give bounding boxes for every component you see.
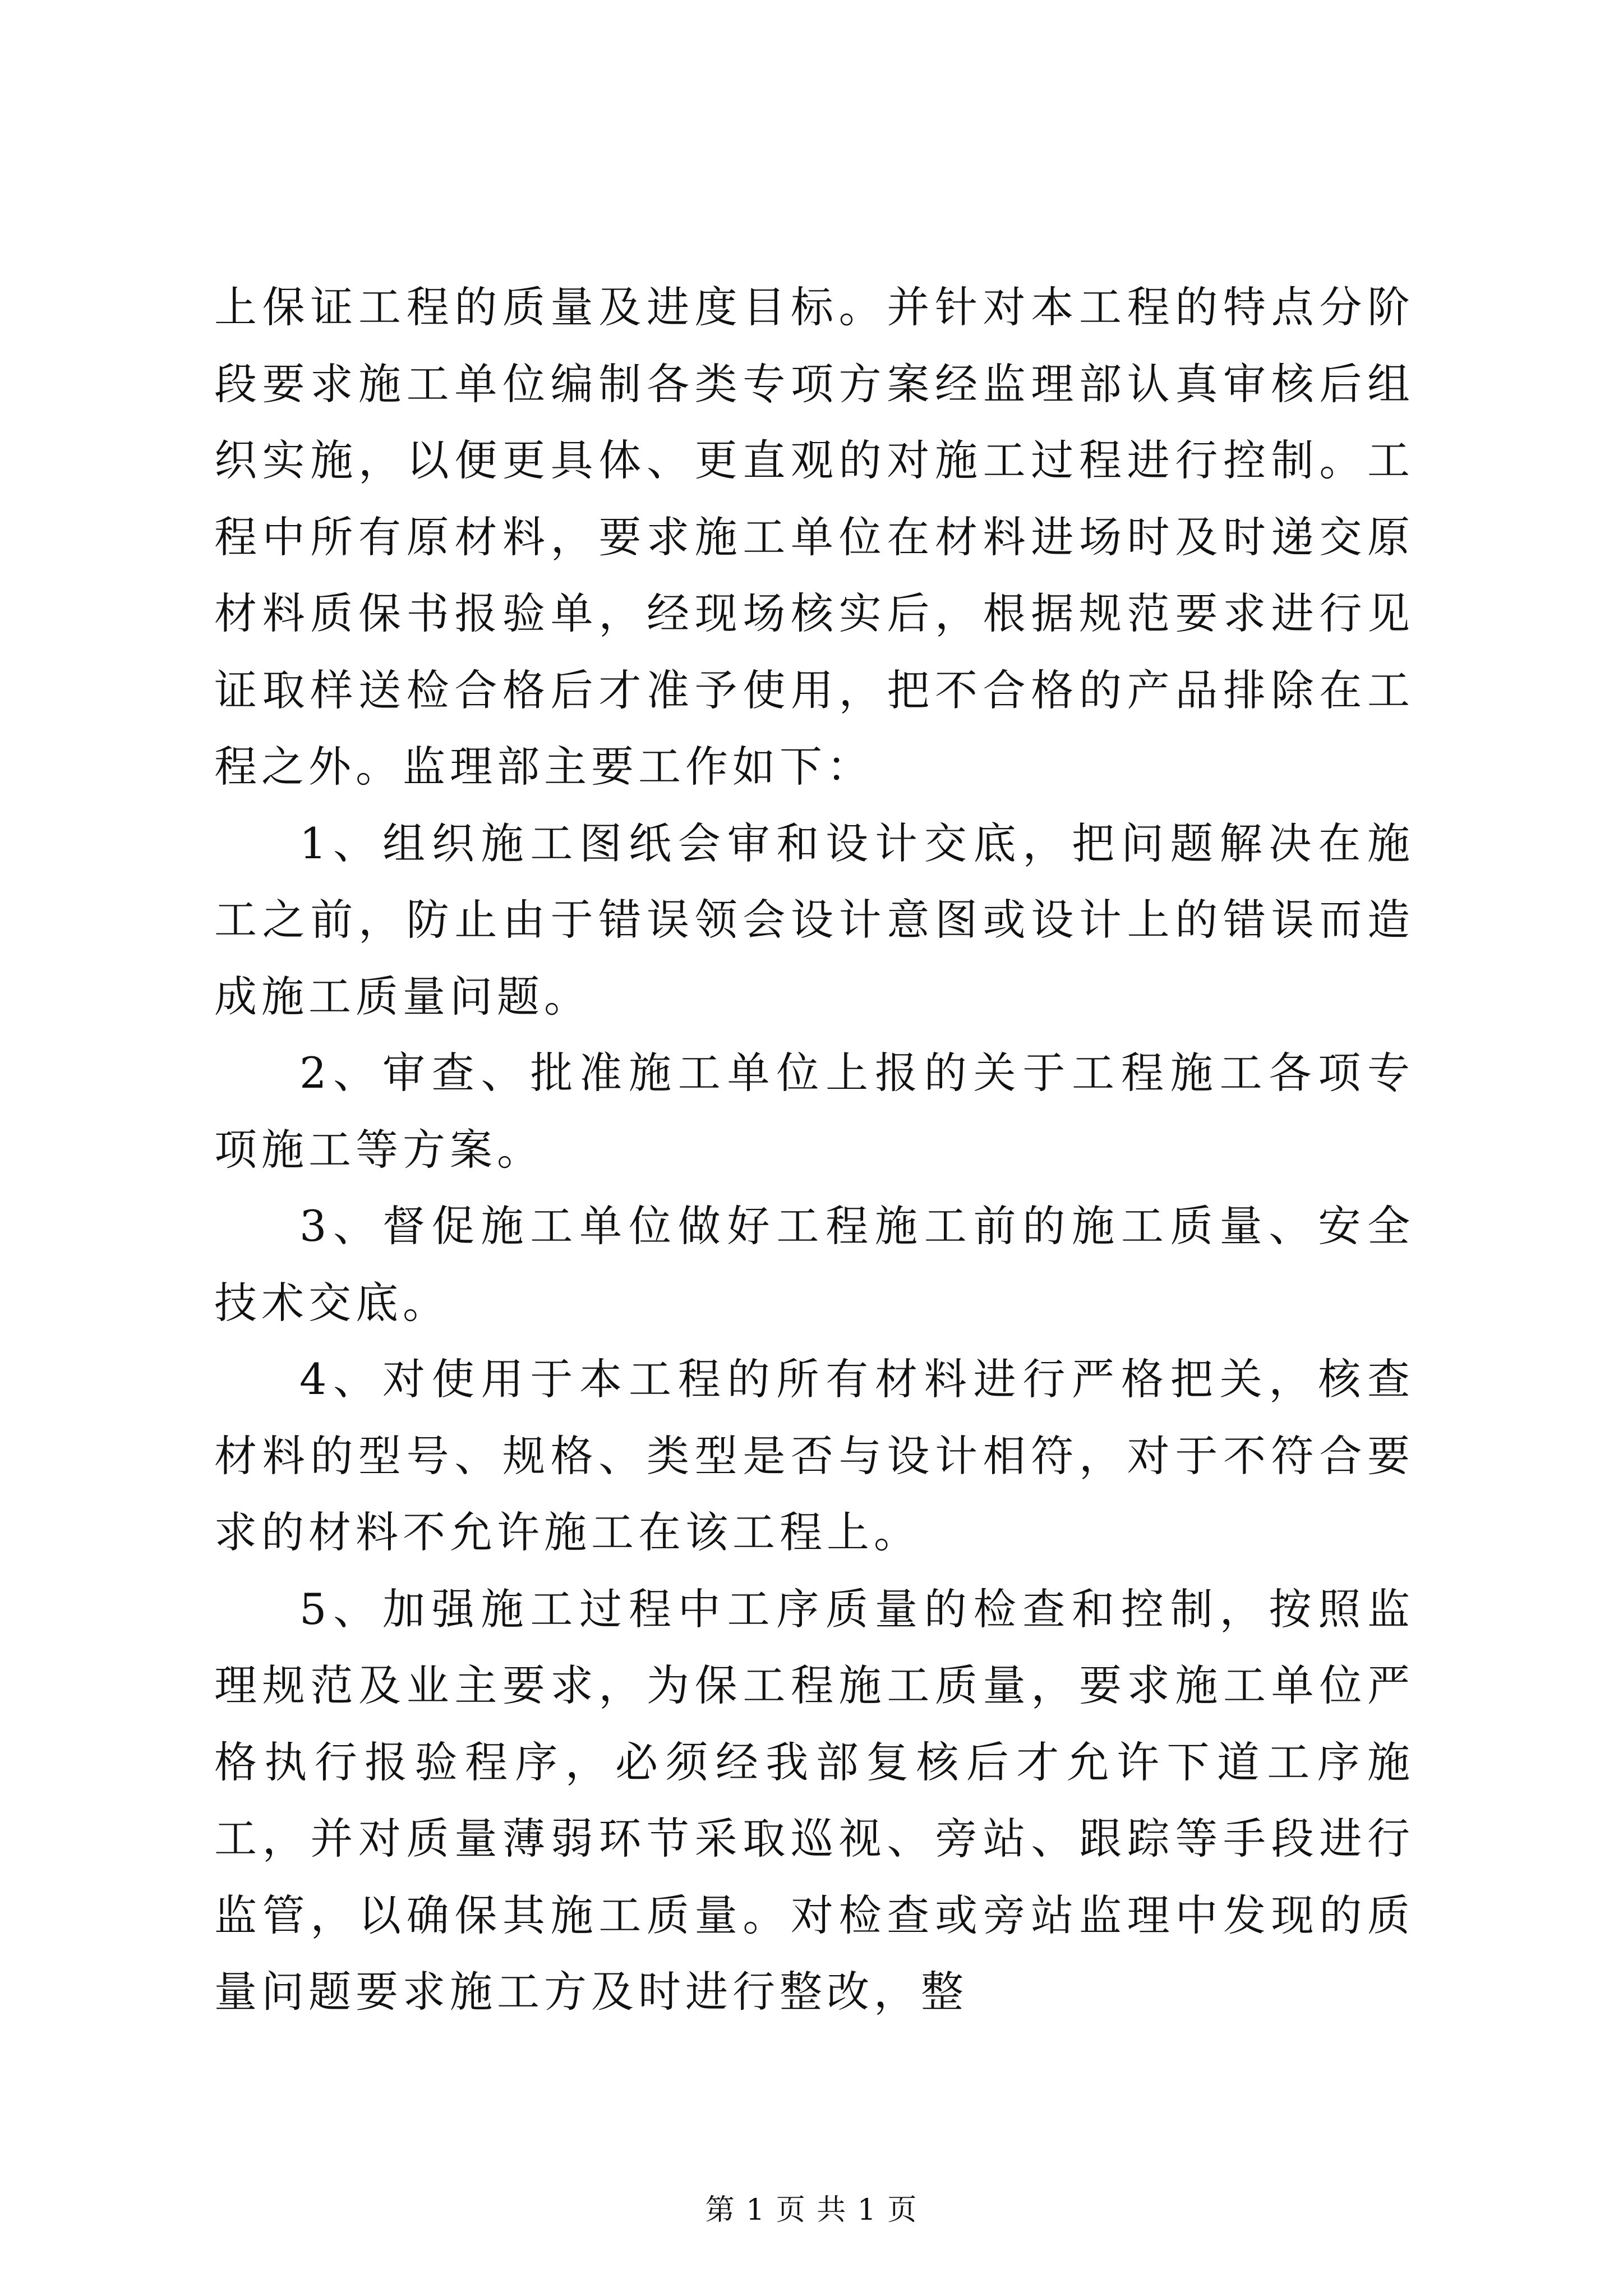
document-body [214,269,1414,2031]
paragraph-item-5: 5、加强施工过程中工序质量的检查和控制，按照监理规范及业主要求，为保工程施工质量，要求施工单位严格执行报验程序，必须经我部复核后才允许下道工序施工，并对质量薄弱环节采取巡视、旁站、跟踪等手段进行监管，以确保其施工质量。对检查或旁站监理中发现的质量问题要求施工方及时进行整改，整 [214,1584,1414,2017]
paragraph-item-4: 4、对使用于本工程的所有材料进行严格把关，核查材料的型号、规格、类型是否与设计相符，对于不符合要求的材料不允许施工在该工程上。 [214,1354,1414,1557]
page-footer: 第 1 页 共 1 页 [705,2193,918,2227]
paragraph-intro: 上保证工程的质量及进度目标。并针对本工程的特点分阶段要求施工单位编制各类专项方案经监理部认真审核后组织实施，以便更具体、更直观的对施工过程进行控制。工程中所有原材料，要求施工单位在材料进场时及时递交原材料质保书报验单，经现场核实后，根据规范要求进行见证取样送检合格后才准予使用，把不合格的产品排除在工程之外。监理部主要工作如下： [214,282,1414,792]
paragraph-item-3: 3、督促施工单位做好工程施工前的施工质量、安全技术交底。 [214,1201,1414,1328]
paragraph-item-1: 1、组织施工图纸会审和设计交底，把问题解决在施工之前，防止由于错误领会设计意图或设计上的错误而造成施工质量问题。 [214,818,1414,1022]
paragraph-item-2: 2、审查、批准施工单位上报的关于工程施工各项专项施工等方案。 [214,1048,1414,1175]
